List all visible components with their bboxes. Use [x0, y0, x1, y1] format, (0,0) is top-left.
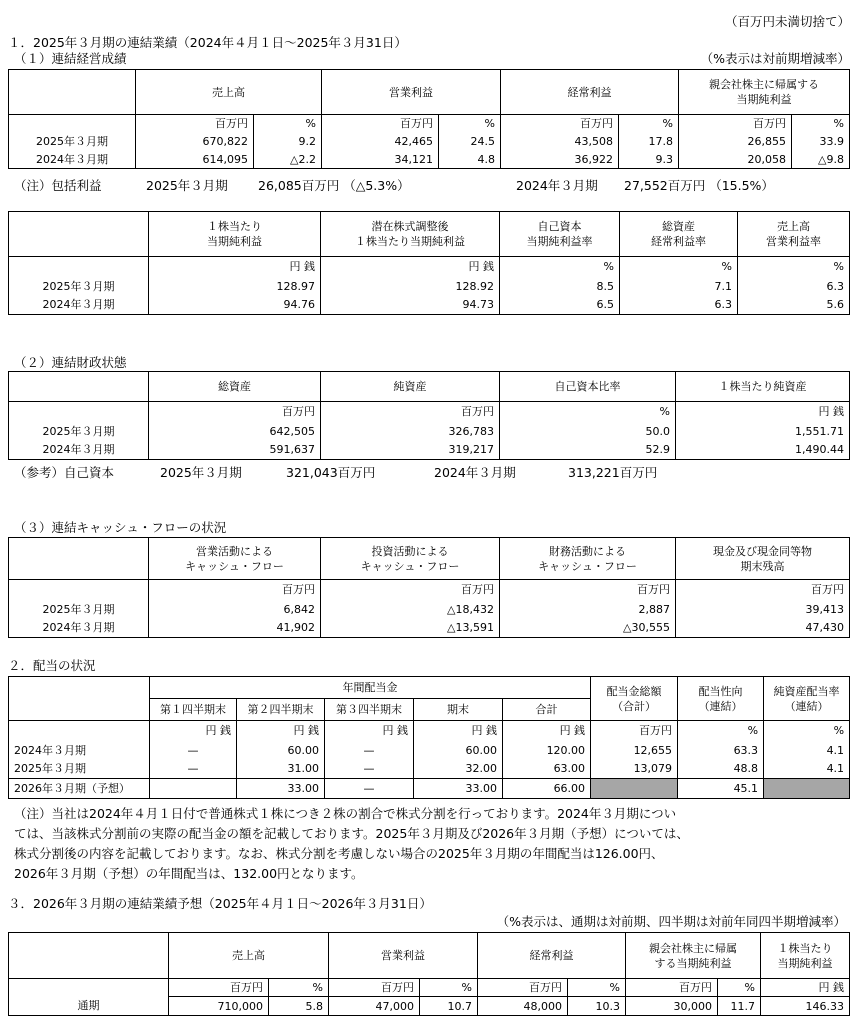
dividend-note-line: 株式分割後の内容を記載しております。なお、株式分割を考慮しない場合の2025年３月期の年間配当は126.00円、 [14, 846, 664, 861]
comprehensive-period-1: 2025年３月期 [146, 178, 228, 193]
value-cell: 1,490.44 [676, 441, 850, 460]
corner-cell [9, 372, 149, 402]
header-line: 期末残高 [740, 559, 785, 573]
value-cell: 39,413 [676, 600, 850, 619]
value-cell: 670,822 [136, 133, 254, 151]
unit-cell: 百万円 [501, 115, 619, 133]
header-line: 自己資本 [537, 220, 582, 233]
unit-cell: 円 銭 [503, 721, 591, 741]
value-cell: 34,121 [322, 151, 439, 169]
value-cell: 2,887 [500, 600, 676, 619]
unit-cell: % [678, 721, 764, 741]
value-cell: 36,922 [501, 151, 619, 169]
header-bps: １株当たり純資産 [676, 372, 850, 402]
dividend-note-line: ては、当該株式分割前の実際の配当金の額を記載しております。2025年３月期及び2026年３月期（予想）については、 [14, 826, 689, 841]
header-payout-ratio [678, 677, 764, 721]
table-row [9, 133, 850, 151]
comprehensive-income-label: （注）包括利益 [14, 178, 102, 193]
table-row [9, 151, 850, 169]
value-cell: 63.3 [678, 741, 764, 760]
corner-cell [9, 212, 149, 257]
unit-cell: 円 銭 [321, 257, 500, 277]
value-cell: 11.7 [718, 997, 761, 1016]
table-row [9, 296, 850, 315]
row-label: 2025年３月期 [9, 600, 149, 619]
value-cell: 26,855 [679, 133, 792, 151]
label-cell [9, 721, 150, 741]
value-cell: 33.00 [237, 779, 325, 799]
table-row-forecast [9, 779, 850, 799]
table-row [9, 619, 850, 638]
unit-cell: % [269, 979, 329, 997]
value-cell: 128.92 [321, 277, 500, 296]
value-cell: 1,551.71 [676, 422, 850, 441]
value-cell: 8.5 [500, 277, 620, 296]
header-line: する当期純利益 [654, 956, 732, 970]
value-cell: 642,505 [149, 422, 321, 441]
header-net-income [679, 70, 850, 115]
shaded-cell [591, 779, 678, 799]
value-cell: 48.8 [678, 760, 764, 779]
reference-period-2: 2024年３月期 [434, 465, 516, 480]
header-operating-margin [738, 212, 850, 257]
header-eps [761, 933, 850, 979]
header-sales: 売上高 [169, 933, 329, 979]
corner-cell [9, 677, 150, 699]
dividend-note-line: 2026年３月期（予想）の年間配当は、132.00円となります。 [14, 866, 364, 881]
value-cell: 45.1 [678, 779, 764, 799]
value-cell: 47,430 [676, 619, 850, 638]
label-cell [9, 580, 149, 600]
value-cell: 31.00 [237, 760, 325, 779]
value-cell: 4.8 [439, 151, 501, 169]
unit-cell: % [420, 979, 478, 997]
unit-cell: % [500, 257, 620, 277]
unit-cell: % [500, 402, 676, 422]
value-cell: 6.5 [500, 296, 620, 315]
header-year-end: 期末 [414, 699, 503, 721]
unit-cell: % [439, 115, 501, 133]
value-cell: 5.6 [738, 296, 850, 315]
table-row [9, 997, 850, 1016]
unit-cell: 円 銭 [676, 402, 850, 422]
unit-cell: 百万円 [500, 580, 676, 600]
header-net-assets: 純資産 [321, 372, 500, 402]
value-cell: 60.00 [237, 741, 325, 760]
header-financing-cf [500, 538, 676, 580]
pct-note: （%表示は対前期増減率） [700, 51, 850, 66]
header-operating-income: 営業利益 [329, 933, 478, 979]
header-line: １株当たり [777, 941, 833, 955]
row-label: 2024年３月期 [9, 619, 149, 638]
unit-cell: 百万円 [679, 115, 792, 133]
label-cell [9, 402, 149, 422]
unit-cell: 円 銭 [414, 721, 503, 741]
header-line: 営業活動による [196, 544, 273, 558]
corner-cell [9, 70, 136, 115]
row-label: 2025年３月期 [9, 277, 149, 296]
header-line: 投資活動による [371, 544, 449, 558]
table-row [9, 277, 850, 296]
unit-cell: 百万円 [321, 402, 500, 422]
value-cell: — [325, 779, 414, 799]
comprehensive-period-2: 2024年３月期 [516, 178, 598, 193]
value-cell: 47,000 [329, 997, 420, 1016]
unit-cell: 百万円 [149, 580, 321, 600]
value-cell: 5.8 [269, 997, 329, 1016]
value-cell: 120.00 [503, 741, 591, 760]
value-cell: — [150, 741, 237, 760]
value-cell: 48,000 [478, 997, 568, 1016]
header-roa [620, 212, 738, 257]
per-share-ratios-table [8, 211, 850, 315]
section-3-title: ３．2026年３月期の連結業績予想（2025年４月１日～2026年３月31日） [8, 896, 432, 911]
unit-cell: % [620, 257, 738, 277]
value-cell: 6.3 [738, 277, 850, 296]
row-label: 2025年３月期 [9, 760, 150, 779]
unit-cell: 百万円 [149, 402, 321, 422]
shaded-cell [764, 779, 850, 799]
section-2-title: ２．配当の状況 [8, 658, 96, 673]
financial-position-table [8, 371, 850, 460]
value-cell: 4.1 [764, 741, 850, 760]
header-total-assets: 総資産 [149, 372, 321, 402]
value-cell [150, 779, 237, 799]
unit-cell: 百万円 [591, 721, 678, 741]
header-annual-dividends: 年間配当金 [150, 677, 591, 699]
header-q1: 第１四半期末 [150, 699, 237, 721]
header-ordinary-income: 経常利益 [501, 70, 679, 115]
header-line: キャッシュ・フロー [360, 559, 460, 573]
header-line: 現金及び現金同等物 [713, 544, 812, 558]
header-line: 当期純利益 [777, 956, 833, 970]
value-cell: 614,095 [136, 151, 254, 169]
header-line: 売上高 [777, 220, 810, 233]
header-net-income [626, 933, 761, 979]
comprehensive-value-1: 26,085百万円 （△5.3%） [258, 178, 410, 193]
unit-cell: 百万円 [676, 580, 850, 600]
reference-value-2: 313,221百万円 [568, 465, 658, 480]
label-cell [9, 699, 150, 721]
header-roe [500, 212, 620, 257]
header-investing-cf [321, 538, 500, 580]
value-cell: 128.97 [149, 277, 321, 296]
unit-cell: % [764, 721, 850, 741]
reference-value-1: 321,043百万円 [286, 465, 376, 480]
header-operating-cf [149, 538, 321, 580]
reference-period-1: 2025年３月期 [160, 465, 242, 480]
header-line: 当期純利益 [207, 235, 262, 248]
header-line: 当期純利益率 [526, 235, 593, 248]
cash-flows-table [8, 537, 850, 638]
value-cell: 66.00 [503, 779, 591, 799]
value-cell: — [325, 760, 414, 779]
header-sales: 売上高 [136, 70, 322, 115]
header-line: （連結） [784, 699, 829, 713]
row-label: 2025年３月期 [9, 133, 136, 151]
table-row [9, 600, 850, 619]
header-total: 合計 [503, 699, 591, 721]
header-line: 純資産配当率 [773, 684, 840, 698]
row-label: 2025年３月期 [9, 422, 149, 441]
value-cell: △18,432 [321, 600, 500, 619]
header-line: １株当たり [207, 220, 262, 233]
value-cell: 94.73 [321, 296, 500, 315]
unit-cell: % [792, 115, 850, 133]
header-operating-income: 営業利益 [322, 70, 501, 115]
unit-cell: 百万円 [322, 115, 439, 133]
value-cell: 60.00 [414, 741, 503, 760]
value-cell: 42,465 [322, 133, 439, 151]
value-cell: 9.3 [619, 151, 679, 169]
header-line: 経常利益率 [651, 235, 706, 248]
table-row [9, 441, 850, 460]
unit-cell: % [254, 115, 322, 133]
row-label: 2026年３月期（予想） [9, 779, 150, 799]
table-row [9, 741, 850, 760]
header-line: １株当たり当期純利益 [355, 235, 465, 248]
unit-cell: 百万円 [169, 979, 269, 997]
label-cell [9, 115, 136, 133]
header-line: 財務活動による [549, 544, 626, 558]
value-cell: 6,842 [149, 600, 321, 619]
unit-cell: % [619, 115, 679, 133]
value-cell: 41,902 [149, 619, 321, 638]
header-line: キャッシュ・フロー [185, 559, 284, 573]
header-total-dividends [591, 677, 678, 721]
reference-equity-label: （参考）自己資本 [14, 465, 115, 480]
value-cell: △30,555 [500, 619, 676, 638]
unit-cell: 円 銭 [237, 721, 325, 741]
value-cell: 6.3 [620, 296, 738, 315]
label-cell [9, 257, 149, 277]
value-cell: 33.9 [792, 133, 850, 151]
value-cell: 10.7 [420, 997, 478, 1016]
unit-cell: 円 銭 [150, 721, 237, 741]
unit-note: （百万円未満切捨て） [724, 14, 850, 29]
unit-cell: % [718, 979, 761, 997]
header-line: 配当金総額 [606, 684, 662, 698]
value-cell: 94.76 [149, 296, 321, 315]
value-cell: 50.0 [500, 422, 676, 441]
value-cell: △2.2 [254, 151, 322, 169]
header-diluted-eps [321, 212, 500, 257]
value-cell: 13,079 [591, 760, 678, 779]
header-line: （連結） [698, 699, 743, 713]
value-cell: 7.1 [620, 277, 738, 296]
value-cell: 9.2 [254, 133, 322, 151]
header-line: 営業利益率 [766, 235, 821, 248]
header-line: （合計） [612, 699, 657, 713]
value-cell: 32.00 [414, 760, 503, 779]
row-label: 2024年３月期 [9, 741, 150, 760]
row-label: 2024年３月期 [9, 441, 149, 460]
value-cell: 591,637 [149, 441, 321, 460]
value-cell: 326,783 [321, 422, 500, 441]
header-net-income-l1: 親会社株主に帰属する [709, 78, 819, 91]
label-cell [9, 979, 169, 997]
header-eps [149, 212, 321, 257]
header-line: 潜在株式調整後 [371, 220, 449, 233]
value-cell: 12,655 [591, 741, 678, 760]
value-cell: 146.33 [761, 997, 850, 1016]
value-cell: 33.00 [414, 779, 503, 799]
subsection-cash-flows: （３）連結キャッシュ・フローの状況 [14, 520, 227, 535]
value-cell: 4.1 [764, 760, 850, 779]
value-cell: 24.5 [439, 133, 501, 151]
table-row [9, 422, 850, 441]
header-nav-dividend-ratio [764, 677, 850, 721]
header-ordinary-income: 経常利益 [478, 933, 626, 979]
header-cash-balance [676, 538, 850, 580]
table-row [9, 760, 850, 779]
header-line: キャッシュ・フロー [538, 559, 637, 573]
subsection-operating-results: （１）連結経営成績 [14, 51, 127, 66]
forecast-table [8, 932, 850, 1016]
unit-cell: 百万円 [329, 979, 420, 997]
value-cell: 319,217 [321, 441, 500, 460]
value-cell: 52.9 [500, 441, 676, 460]
unit-cell: % [738, 257, 850, 277]
unit-cell: 百万円 [321, 580, 500, 600]
header-line: 親会社株主に帰属 [649, 941, 737, 955]
unit-cell: 百万円 [478, 979, 568, 997]
row-label: 2024年３月期 [9, 151, 136, 169]
value-cell: 43,508 [501, 133, 619, 151]
corner-cell [9, 538, 149, 580]
unit-cell: 円 銭 [761, 979, 850, 997]
header-q3: 第３四半期末 [325, 699, 414, 721]
header-line: 総資産 [662, 220, 695, 233]
header-q2: 第２四半期末 [237, 699, 325, 721]
unit-cell: % [568, 979, 626, 997]
header-net-income-l2: 当期純利益 [736, 93, 792, 106]
unit-cell: 円 銭 [149, 257, 321, 277]
subsection-financial-position: （２）連結財政状態 [14, 355, 127, 370]
forecast-pct-note: （%表示は、通期は対前期、四半期は対前年同四半期増減率） [496, 914, 846, 929]
value-cell: 17.8 [619, 133, 679, 151]
dividends-table [8, 676, 850, 799]
unit-cell: 百万円 [136, 115, 254, 133]
dividend-note-line: （注）当社は2024年４月１日付で普通株式１株につき２株の割合で株式分割を行っております。2024年３月期につい [14, 806, 677, 821]
comprehensive-value-2: 27,552百万円 （15.5%） [624, 178, 774, 193]
value-cell: 710,000 [169, 997, 269, 1016]
value-cell: 63.00 [503, 760, 591, 779]
unit-cell: 円 銭 [325, 721, 414, 741]
header-line: 配当性向 [698, 684, 743, 698]
row-label: 2024年３月期 [9, 296, 149, 315]
value-cell: — [150, 760, 237, 779]
row-label: 通期 [9, 997, 169, 1016]
value-cell: △13,591 [321, 619, 500, 638]
header-equity-ratio: 自己資本比率 [500, 372, 676, 402]
value-cell: 10.3 [568, 997, 626, 1016]
value-cell: 20,058 [679, 151, 792, 169]
value-cell: 30,000 [626, 997, 718, 1016]
value-cell: △9.8 [792, 151, 850, 169]
section-1-title: １．2025年３月期の連結業績（2024年４月１日～2025年３月31日） [8, 35, 407, 50]
operating-results-table [8, 69, 850, 169]
unit-cell: 百万円 [626, 979, 718, 997]
value-cell: — [325, 741, 414, 760]
corner-cell [9, 933, 169, 979]
